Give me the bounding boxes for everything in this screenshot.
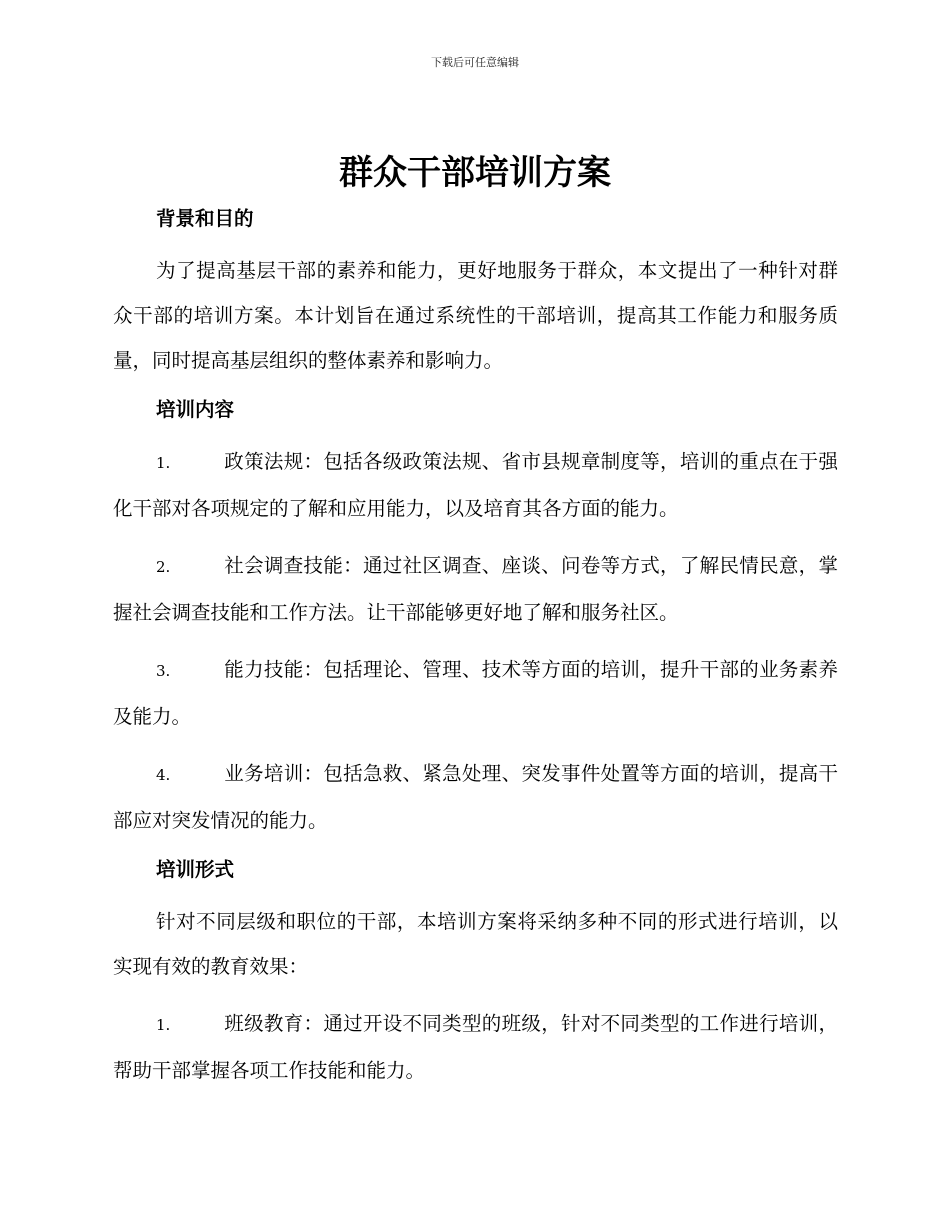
list-item-text: 政策法规：包括各级政策法规、省市县规章制度等，培训的重点在于强化干部对各项规定的了解和应用能力，以及培育其各方面的能力。 [113,450,838,520]
list-item [113,647,838,739]
document-body [113,204,838,1093]
list-item [113,1001,838,1093]
list-item-text: 社会调查技能：通过社区调查、座谈、问卷等方式，了解民情民意，掌握社会调查技能和工作方法。让干部能够更好地了解和服务社区。 [113,554,838,624]
page-header-note: 下载后可任意编辑 [431,56,519,69]
list-item-number: 1. [156,1016,171,1034]
list-item [113,439,838,531]
list-item-number: 3. [156,662,171,680]
list-item-number: 4. [156,766,171,784]
list-item-text: 能力技能：包括理论、管理、技术等方面的培训，提升干部的业务素养及能力。 [113,658,838,728]
list-item-number: 2. [156,558,171,576]
section-paragraph-background: 为了提高基层干部的素养和能力，更好地服务于群众，本文提出了一种针对群众干部的培训方案。本计划旨在通过系统性的干部培训，提高其工作能力和服务质量，同时提高基层组织的整体素养和影响力。 [113,259,838,372]
section-heading-background: 背景和目的 [156,207,254,230]
list-item [113,751,838,843]
section-heading-content: 培训内容 [156,398,235,421]
list-item-text: 班级教育：通过开设不同类型的班级，针对不同类型的工作进行培训，帮助干部掌握各项工作技能和能力。 [113,1012,838,1082]
section-paragraph-format: 针对不同层级和职位的干部，本培训方案将采纳多种不同的形式进行培训，以实现有效的教育效果： [113,910,838,978]
list-item [113,543,838,635]
section-heading-format: 培训形式 [156,858,235,881]
list-item-text: 业务培训：包括急救、紧急处理、突发事件处置等方面的培训，提高干部应对突发情况的能力。 [113,762,838,832]
list-item-number: 1. [156,454,171,472]
document-title: 群众干部培训方案 [339,153,611,193]
